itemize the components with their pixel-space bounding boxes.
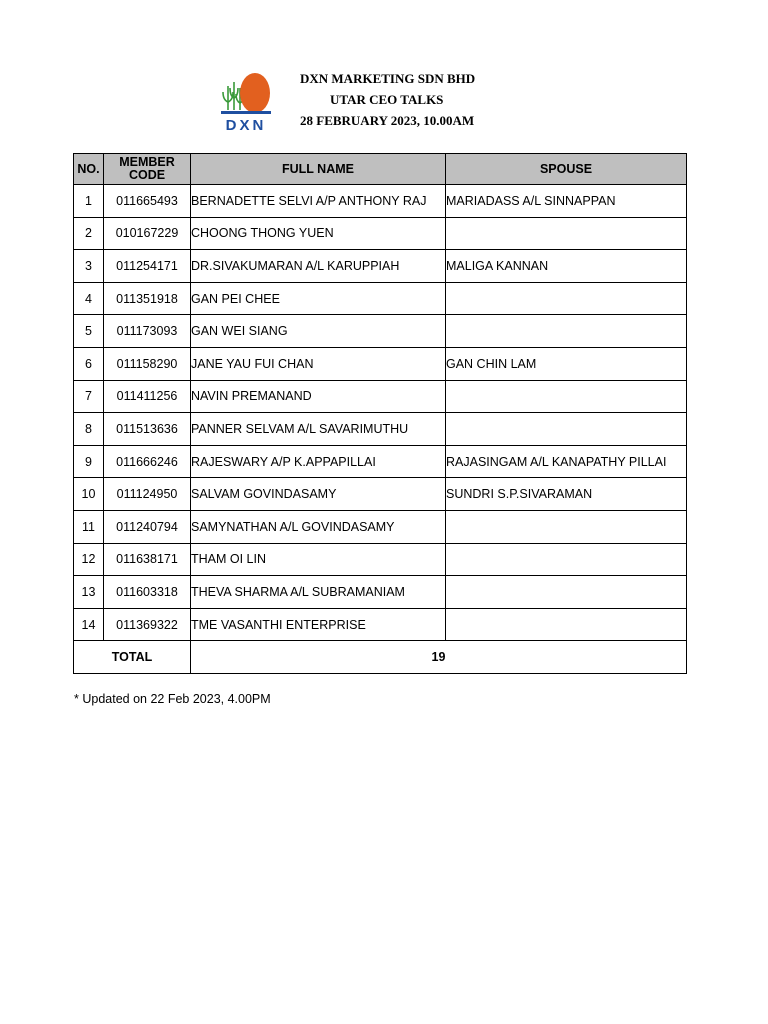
row-full-name: RAJESWARY A/P K.APPAPILLAI xyxy=(191,445,446,478)
row-spouse xyxy=(446,380,687,413)
row-full-name: SALVAM GOVINDASAMY xyxy=(191,478,446,511)
table-row xyxy=(74,608,687,641)
row-spouse: RAJASINGAM A/L KANAPATHY PILLAI xyxy=(446,445,687,478)
row-no: 14 xyxy=(74,608,104,641)
row-full-name: SAMYNATHAN A/L GOVINDASAMY xyxy=(191,510,446,543)
row-no: 10 xyxy=(74,478,104,511)
table-row xyxy=(74,445,687,478)
table-row xyxy=(74,282,687,315)
event-date: 28 FEBRUARY 2023, 10.00AM xyxy=(300,113,475,128)
logo-text: DXN xyxy=(225,117,267,134)
company-title: DXN MARKETING SDN BHD xyxy=(300,71,476,86)
document-header xyxy=(0,0,768,150)
table-row xyxy=(74,315,687,348)
row-member-code: 011666246 xyxy=(104,445,191,478)
row-spouse xyxy=(446,282,687,315)
header-full-name: FULL NAME xyxy=(191,154,446,185)
row-spouse xyxy=(446,217,687,250)
row-no: 4 xyxy=(74,282,104,315)
row-full-name: NAVIN PREMANAND xyxy=(191,380,446,413)
header-no: NO. xyxy=(74,154,104,185)
row-full-name: DR.SIVAKUMARAN A/L KARUPPIAH xyxy=(191,250,446,283)
row-member-code: 011240794 xyxy=(104,510,191,543)
row-full-name: THEVA SHARMA A/L SUBRAMANIAM xyxy=(191,576,446,609)
event-title: UTAR CEO TALKS xyxy=(330,92,444,107)
row-no: 2 xyxy=(74,217,104,250)
row-no: 13 xyxy=(74,576,104,609)
row-full-name: GAN PEI CHEE xyxy=(191,282,446,315)
row-member-code: 011603318 xyxy=(104,576,191,609)
row-no: 9 xyxy=(74,445,104,478)
row-full-name: THAM OI LIN xyxy=(191,543,446,576)
row-spouse xyxy=(446,413,687,446)
row-full-name: CHOONG THONG YUEN xyxy=(191,217,446,250)
row-no: 5 xyxy=(74,315,104,348)
row-no: 11 xyxy=(74,510,104,543)
dxn-logo xyxy=(218,70,274,134)
table-row xyxy=(74,413,687,446)
total-label: TOTAL xyxy=(74,641,191,674)
row-spouse xyxy=(446,510,687,543)
row-member-code: 011411256 xyxy=(104,380,191,413)
row-spouse xyxy=(446,315,687,348)
row-full-name: PANNER SELVAM A/L SAVARIMUTHU xyxy=(191,413,446,446)
row-no: 1 xyxy=(74,185,104,218)
header-member-code-label: MEMBER CODE xyxy=(119,155,175,182)
table-row xyxy=(74,576,687,609)
row-member-code: 011369322 xyxy=(104,608,191,641)
table-row xyxy=(74,217,687,250)
row-no: 3 xyxy=(74,250,104,283)
row-spouse xyxy=(446,608,687,641)
row-spouse xyxy=(446,576,687,609)
row-no: 7 xyxy=(74,380,104,413)
row-spouse: MARIADASS A/L SINNAPPAN xyxy=(446,185,687,218)
row-full-name: TME VASANTHI ENTERPRISE xyxy=(191,608,446,641)
row-full-name: BERNADETTE SELVI A/P ANTHONY RAJ xyxy=(191,185,446,218)
attendee-table xyxy=(73,153,687,674)
row-spouse: GAN CHIN LAM xyxy=(446,347,687,380)
row-member-code: 011173093 xyxy=(104,315,191,348)
row-no: 8 xyxy=(74,413,104,446)
row-no: 6 xyxy=(74,347,104,380)
total-value: 19 xyxy=(191,641,687,674)
sun-circle xyxy=(240,73,270,113)
row-member-code: 010167229 xyxy=(104,217,191,250)
row-spouse: SUNDRI S.P.SIVARAMAN xyxy=(446,478,687,511)
table-header-row xyxy=(74,154,687,185)
header-spouse: SPOUSE xyxy=(446,154,687,185)
row-member-code: 011513636 xyxy=(104,413,191,446)
update-note: * Updated on 22 Feb 2023, 4.00PM xyxy=(74,692,271,706)
total-row xyxy=(74,641,687,674)
table-body xyxy=(74,185,687,674)
table-row xyxy=(74,380,687,413)
row-spouse: MALIGA KANNAN xyxy=(446,250,687,283)
row-member-code: 011254171 xyxy=(104,250,191,283)
table-row xyxy=(74,250,687,283)
row-member-code: 011158290 xyxy=(104,347,191,380)
table-row xyxy=(74,347,687,380)
row-full-name: JANE YAU FUI CHAN xyxy=(191,347,446,380)
table-row xyxy=(74,543,687,576)
row-spouse xyxy=(446,543,687,576)
row-member-code: 011665493 xyxy=(104,185,191,218)
header-member-code xyxy=(104,154,191,185)
row-member-code: 011124950 xyxy=(104,478,191,511)
row-no: 12 xyxy=(74,543,104,576)
row-member-code: 011351918 xyxy=(104,282,191,315)
table-row xyxy=(74,185,687,218)
row-member-code: 011638171 xyxy=(104,543,191,576)
table-row xyxy=(74,478,687,511)
table-row xyxy=(74,510,687,543)
row-full-name: GAN WEI SIANG xyxy=(191,315,446,348)
